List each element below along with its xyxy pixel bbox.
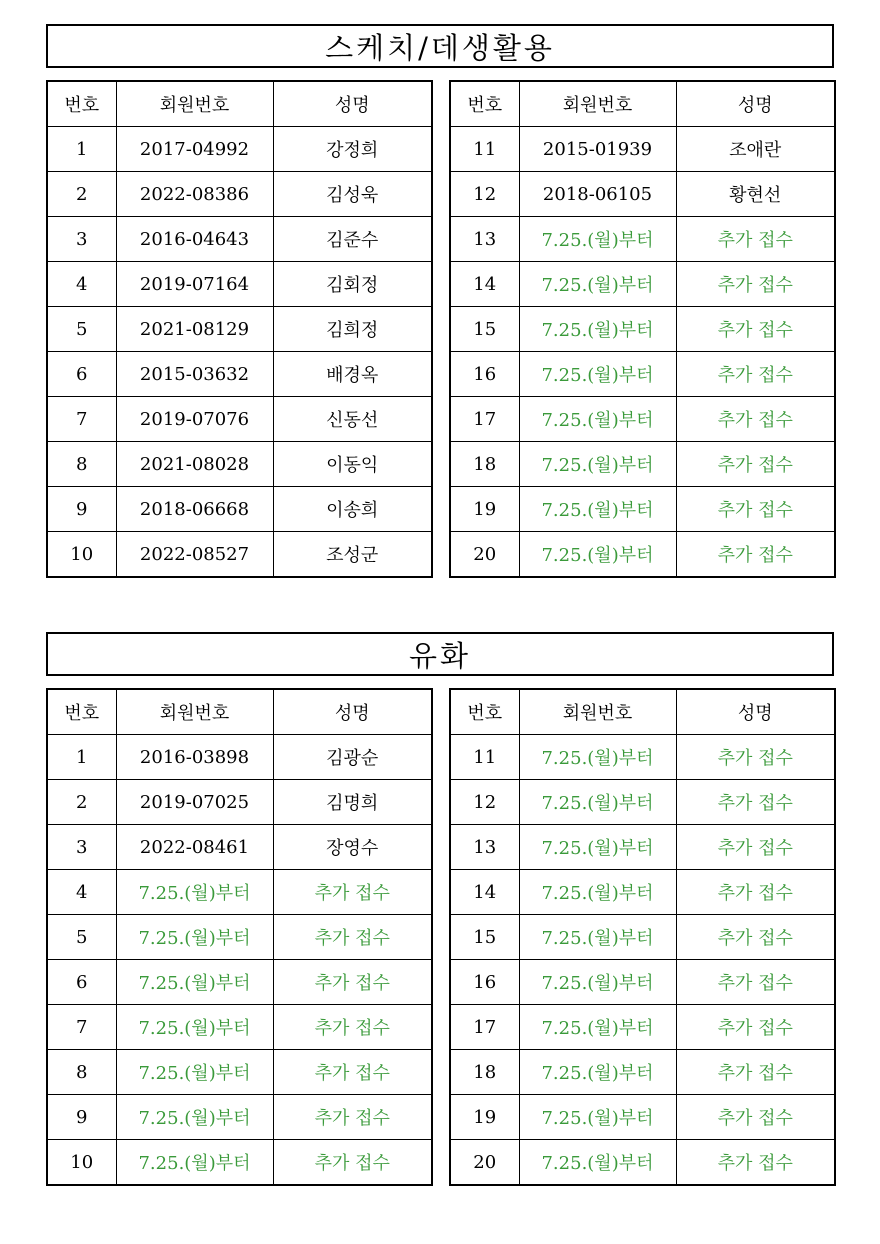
name-cell: 추가 접수 — [676, 442, 835, 487]
table-row — [47, 307, 432, 352]
member-id-cell: 2016-03898 — [116, 735, 273, 780]
header-number: 번호 — [47, 689, 116, 735]
member-id-cell: 2021-08129 — [116, 307, 273, 352]
row-number: 17 — [450, 397, 519, 442]
table-row — [47, 1050, 432, 1095]
header-row — [450, 689, 835, 735]
header-row — [450, 81, 835, 127]
member-id-cell: 2018-06668 — [116, 487, 273, 532]
table-row — [450, 532, 835, 578]
member-id-cell: 2015-03632 — [116, 352, 273, 397]
header-number: 번호 — [450, 689, 519, 735]
row-number: 9 — [47, 1095, 116, 1140]
row-number: 15 — [450, 307, 519, 352]
header-number: 번호 — [47, 81, 116, 127]
member-id-cell: 7.25.(월)부터 — [519, 532, 676, 578]
member-id-cell: 2017-04992 — [116, 127, 273, 172]
table-row — [47, 1095, 432, 1140]
name-cell: 황현선 — [676, 172, 835, 217]
member-id-cell: 7.25.(월)부터 — [116, 870, 273, 915]
table-row — [450, 307, 835, 352]
table-row — [47, 397, 432, 442]
table-row — [47, 780, 432, 825]
member-id-cell: 7.25.(월)부터 — [116, 1140, 273, 1186]
roster-table-left — [46, 688, 433, 1186]
member-id-cell: 7.25.(월)부터 — [519, 262, 676, 307]
name-cell: 추가 접수 — [676, 780, 835, 825]
name-cell: 추가 접수 — [676, 735, 835, 780]
name-cell: 추가 접수 — [676, 262, 835, 307]
name-cell: 신동선 — [273, 397, 432, 442]
member-id-cell: 2016-04643 — [116, 217, 273, 262]
section-title: 유화 — [46, 632, 834, 676]
table-row — [450, 1140, 835, 1186]
member-id-cell: 7.25.(월)부터 — [116, 1050, 273, 1095]
name-cell: 장영수 — [273, 825, 432, 870]
table-row — [450, 172, 835, 217]
member-id-cell: 2022-08461 — [116, 825, 273, 870]
name-cell: 추가 접수 — [676, 397, 835, 442]
name-cell: 추가 접수 — [273, 870, 432, 915]
header-name: 성명 — [273, 81, 432, 127]
row-number: 14 — [450, 870, 519, 915]
name-cell: 김회정 — [273, 262, 432, 307]
name-cell: 강정희 — [273, 127, 432, 172]
member-id-cell: 2015-01939 — [519, 127, 676, 172]
member-id-cell: 7.25.(월)부터 — [519, 915, 676, 960]
member-id-cell: 7.25.(월)부터 — [519, 487, 676, 532]
table-row — [450, 1095, 835, 1140]
row-number: 19 — [450, 1095, 519, 1140]
name-cell: 추가 접수 — [676, 1050, 835, 1095]
section-title: 스케치/데생활용 — [46, 24, 834, 68]
member-id-cell: 2022-08386 — [116, 172, 273, 217]
name-cell: 김광순 — [273, 735, 432, 780]
row-number: 20 — [450, 532, 519, 578]
header-member-id: 회원번호 — [519, 689, 676, 735]
table-row — [47, 1005, 432, 1050]
row-number: 20 — [450, 1140, 519, 1186]
member-id-cell: 7.25.(월)부터 — [519, 307, 676, 352]
table-row — [450, 262, 835, 307]
name-cell: 추가 접수 — [676, 1140, 835, 1186]
name-cell: 배경옥 — [273, 352, 432, 397]
name-cell: 추가 접수 — [676, 1005, 835, 1050]
member-id-cell: 7.25.(월)부터 — [519, 735, 676, 780]
member-id-cell: 2021-08028 — [116, 442, 273, 487]
row-number: 6 — [47, 960, 116, 1005]
name-cell: 추가 접수 — [676, 217, 835, 262]
header-member-id: 회원번호 — [519, 81, 676, 127]
table-row — [450, 825, 835, 870]
table-row — [450, 487, 835, 532]
table-row — [450, 960, 835, 1005]
row-number: 16 — [450, 960, 519, 1005]
name-cell: 추가 접수 — [273, 915, 432, 960]
table-row — [450, 870, 835, 915]
name-cell: 조성군 — [273, 532, 432, 578]
name-cell: 추가 접수 — [273, 1050, 432, 1095]
member-id-cell: 7.25.(월)부터 — [116, 1005, 273, 1050]
table-row — [47, 870, 432, 915]
table-row — [47, 217, 432, 262]
table-row — [450, 1050, 835, 1095]
header-name: 성명 — [676, 81, 835, 127]
row-number: 15 — [450, 915, 519, 960]
member-id-cell: 7.25.(월)부터 — [519, 217, 676, 262]
member-id-cell: 7.25.(월)부터 — [519, 870, 676, 915]
member-id-cell: 2019-07025 — [116, 780, 273, 825]
row-number: 18 — [450, 442, 519, 487]
row-number: 3 — [47, 825, 116, 870]
row-number: 4 — [47, 870, 116, 915]
name-cell: 추가 접수 — [273, 1095, 432, 1140]
name-cell: 김준수 — [273, 217, 432, 262]
header-member-id: 회원번호 — [116, 689, 273, 735]
row-number: 2 — [47, 172, 116, 217]
table-row — [47, 960, 432, 1005]
row-number: 12 — [450, 172, 519, 217]
member-id-cell: 7.25.(월)부터 — [519, 1005, 676, 1050]
table-row — [47, 487, 432, 532]
table-row — [47, 172, 432, 217]
member-id-cell: 7.25.(월)부터 — [116, 1095, 273, 1140]
row-number: 16 — [450, 352, 519, 397]
row-number: 11 — [450, 735, 519, 780]
member-id-cell: 2019-07164 — [116, 262, 273, 307]
table-row — [450, 127, 835, 172]
row-number: 1 — [47, 735, 116, 780]
table-row — [47, 442, 432, 487]
row-number: 11 — [450, 127, 519, 172]
name-cell: 추가 접수 — [273, 1140, 432, 1186]
name-cell: 추가 접수 — [273, 960, 432, 1005]
name-cell: 추가 접수 — [676, 532, 835, 578]
row-number: 18 — [450, 1050, 519, 1095]
member-id-cell: 7.25.(월)부터 — [519, 397, 676, 442]
member-id-cell: 7.25.(월)부터 — [519, 352, 676, 397]
row-number: 14 — [450, 262, 519, 307]
name-cell: 추가 접수 — [676, 825, 835, 870]
header-row — [47, 81, 432, 127]
table-row — [450, 915, 835, 960]
row-number: 19 — [450, 487, 519, 532]
name-cell: 김명희 — [273, 780, 432, 825]
table-row — [450, 397, 835, 442]
table-row — [450, 217, 835, 262]
row-number: 5 — [47, 915, 116, 960]
name-cell: 이동익 — [273, 442, 432, 487]
row-number: 5 — [47, 307, 116, 352]
member-id-cell: 7.25.(월)부터 — [519, 960, 676, 1005]
name-cell: 추가 접수 — [676, 870, 835, 915]
table-row — [450, 352, 835, 397]
table-row — [47, 915, 432, 960]
row-number: 6 — [47, 352, 116, 397]
table-row — [47, 262, 432, 307]
table-row — [47, 352, 432, 397]
row-number: 9 — [47, 487, 116, 532]
header-row — [47, 689, 432, 735]
member-id-cell: 7.25.(월)부터 — [519, 442, 676, 487]
member-id-cell: 7.25.(월)부터 — [519, 1140, 676, 1186]
table-row — [450, 1005, 835, 1050]
table-row — [47, 735, 432, 780]
name-cell: 추가 접수 — [676, 960, 835, 1005]
row-number: 13 — [450, 825, 519, 870]
row-number: 2 — [47, 780, 116, 825]
name-cell: 김희정 — [273, 307, 432, 352]
name-cell: 추가 접수 — [676, 352, 835, 397]
table-row — [450, 780, 835, 825]
name-cell: 김성욱 — [273, 172, 432, 217]
row-number: 7 — [47, 397, 116, 442]
member-id-cell: 2019-07076 — [116, 397, 273, 442]
row-number: 1 — [47, 127, 116, 172]
row-number: 4 — [47, 262, 116, 307]
name-cell: 조애란 — [676, 127, 835, 172]
header-name: 성명 — [273, 689, 432, 735]
member-id-cell: 7.25.(월)부터 — [519, 825, 676, 870]
row-number: 10 — [47, 532, 116, 578]
member-id-cell: 7.25.(월)부터 — [519, 780, 676, 825]
row-number: 12 — [450, 780, 519, 825]
member-id-cell: 7.25.(월)부터 — [116, 915, 273, 960]
roster-table-right — [449, 80, 836, 578]
header-number: 번호 — [450, 81, 519, 127]
header-name: 성명 — [676, 689, 835, 735]
table-row — [47, 1140, 432, 1186]
row-number: 10 — [47, 1140, 116, 1186]
row-number: 17 — [450, 1005, 519, 1050]
member-id-cell: 2018-06105 — [519, 172, 676, 217]
table-row — [450, 442, 835, 487]
name-cell: 추가 접수 — [676, 307, 835, 352]
name-cell: 추가 접수 — [273, 1005, 432, 1050]
table-row — [450, 735, 835, 780]
table-row — [47, 127, 432, 172]
row-number: 3 — [47, 217, 116, 262]
roster-table-left — [46, 80, 433, 578]
row-number: 8 — [47, 442, 116, 487]
member-id-cell: 7.25.(월)부터 — [519, 1050, 676, 1095]
member-id-cell: 2022-08527 — [116, 532, 273, 578]
table-row — [47, 825, 432, 870]
table-row — [47, 532, 432, 578]
name-cell: 이송희 — [273, 487, 432, 532]
row-number: 8 — [47, 1050, 116, 1095]
row-number: 13 — [450, 217, 519, 262]
roster-table-right — [449, 688, 836, 1186]
header-member-id: 회원번호 — [116, 81, 273, 127]
member-id-cell: 7.25.(월)부터 — [116, 960, 273, 1005]
name-cell: 추가 접수 — [676, 915, 835, 960]
row-number: 7 — [47, 1005, 116, 1050]
name-cell: 추가 접수 — [676, 487, 835, 532]
name-cell: 추가 접수 — [676, 1095, 835, 1140]
member-id-cell: 7.25.(월)부터 — [519, 1095, 676, 1140]
